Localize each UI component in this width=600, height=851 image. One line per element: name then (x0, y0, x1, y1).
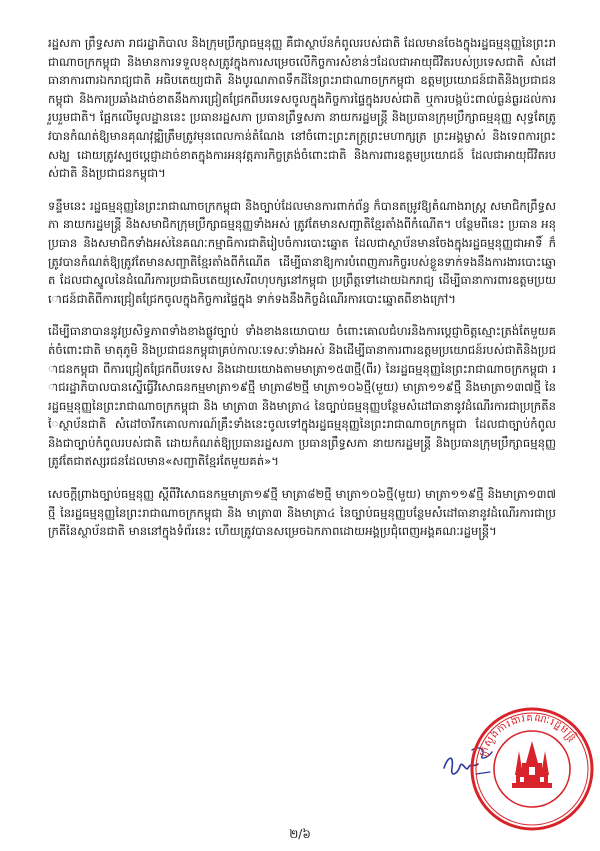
paragraph-4: សេចក្តីព្រាងច្បាប់ធម្មនុញ្ញ ស្តីពីវិសោធនកម្មមាត្រា១៩ថ្មី មាត្រា៨២ថ្មី មាត្រា១០៦ថ្មី(មួយ) មាត្រា១១៩ថ្មី និងមាត្រា១៣៧ថ្មី នៃរដ្ឋធម្មនុញ្ញនៃព្រះរាជាណាចក្រកម្ពុជា និង មាត្រា៣ និងមាត្រា៤ នៃច្បាប់ធម្មនុញ្ញបន្ថែមសំដៅធានានូវដំណើរការជាប្រក្រតីនៃស្ថាប័នជាតិ មាននៅក្នុងទំព័រនេះ ហើយត្រូវបានសម្រេចឯកភាពដោយអង្គប្រជុំពេញអង្គគណៈរដ្ឋមន្ត្រី។ (48, 487, 556, 539)
paragraph-2: ទន្ទឹមនេះ រដ្ឋធម្មនុញ្ញនៃព្រះរាជាណាចក្រកម្ពុជា និងច្បាប់ដែលមានការពាក់ព័ន្ធ ក៏បានតម្រូវឱ្យតំណាងរាស្ត្រ សមាជិកព្រឹទ្ធសភា នាយករដ្ឋមន្ត្រី និងសមាជិកក្រុមប្រឹក្សាធម្មនុញ្ញទាំងអស់ ត្រូវតែមានសញ្ជាតិខ្មែរតាំងពីកំណើត។ បន្ថែមពីនេះ ប្រធាន អនុប្រធាន និងសមាជិកទាំងអស់នៃគណៈកម្មាធិការជាតិរៀបចំការបោះឆ្នោត ដែលជាស្ថាប័នមានចែងក្នុងរដ្ឋធម្មនុញ្ញជាអាទិ៍ ក៏ត្រូវបានកំណត់ឱ្យត្រូវតែមានសញ្ជាតិខ្មែរតាំងពីកំណើត ដើម្បីធានាឱ្យការបំពេញភារកិច្ចរបស់ខ្លួនទាក់ទងនឹងការងារបោះឆ្នោត ដែលជាស្នូលនៃដំណើរការប្រជាធិបតេយ្យសេរីពហុបក្សនៅកម្ពុជា ប្រព្រឹត្តទៅដោយឯករាជ្យ ដើម្បីធានាការពារឧត្តមប្រយោជន៍ជាតិពីការជ្រៀតជ្រែកចូលក្នុងកិច្ចការផ្ទៃក្នុង ទាក់ទងនឹងកិច្ចដំណើរការបោះឆ្នោតពីខាងក្រៅ។ (48, 198, 556, 306)
seal-text: ក្រសួងការងារគណៈរដ្ឋមន្ត្រី (477, 712, 579, 759)
page-number: ២/៦ (289, 827, 311, 841)
paragraph-1: រដ្ឋសភា ព្រឹទ្ធសភា រាជរដ្ឋាភិបាល និងក្រុមប្រឹក្សាធម្មនុញ្ញ គឺជាស្ថាប័នកំពូលរបស់ជាតិ ដែលមានចែងក្នុងរដ្ឋធម្មនុញ្ញនៃព្រះរាជាណាចក្រកម្ពុជា និងមានការទទួលខុសត្រូវក្នុងការសម្រេចលើកិច្ចការសំខាន់ៗដែលជាអាយុជីវិតរបស់ប្រទេសជាតិ សំដៅធានាការពារឯករាជ្យជាតិ អធិបតេយ្យជាតិ និងបូរណភាពទឹកដីនៃព្រះរាជាណាចក្រកម្ពុជា ឧត្តមប្រយោជន៍ជាតិនិងប្រជាជនកម្ពុជា និងការប្រឆាំងដាច់ខាតនឹងការជ្រៀតជ្រែកពីបរទេសចូលក្នុងកិច្ចការផ្ទៃក្នុងរបស់ជាតិ ឬការបង្កប៉ះពាល់ធ្ងន់ធ្ងរដល់ការរួបរួមជាតិ។ ផ្អែកលើមូលដ្ឋាននេះ ប្រធានរដ្ឋសភា ប្រធានព្រឹទ្ធសភា នាយករដ្ឋមន្ត្រី និងប្រធានក្រុមប្រឹក្សាធម្មនុញ្ញ សុទ្ធតែត្រូវបានកំណត់ឱ្យមានគុណវុឌ្ឍិត្រឹមត្រូវមុនពេលកាន់តំណែង នៅចំពោះព្រះភក្ត្រព្រះមហាក្សត្រ ព្រះអង្គម្ចាស់ និងទេពការព្រះសង្ឃ ដោយត្រូវស្បថប្តេជ្ញាដាច់ខាតក្នុងការអនុវត្តភារកិច្ចត្រង់ចំពោះជាតិ និងការពារឧត្តមប្រយោជន៍ ដែលជាអាយុជីវិតរបស់ជាតិ និងប្រជាជនកម្ពុជា។ (48, 36, 556, 181)
cabinet-seal-icon (468, 705, 596, 833)
paragraph-3: ដើម្បីធានាបាននូវប្រសិទ្ធភាពទាំងខាងផ្លូវច្បាប់ ទាំងខាងនយោបាយ ចំពោះគោលជំហរនិងការប្តេជ្ញាចិត្តស្មោះត្រង់តែមួយគត់ចំពោះជាតិ មាតុភូមិ និងប្រជាជនកម្ពុជាគ្រប់កាលៈទេសៈទាំងអស់ និងដើម្បីធានាការពារឧត្តមប្រយោជន៍របស់ជាតិនិងប្រជាជនកម្ពុជា ពីការជ្រៀតជ្រែកពីបរទេស និងដោយយោងតាមមាត្រា១៥៣ថ្មី(ពីរ) នៃរដ្ឋធម្មនុញ្ញនៃព្រះរាជាណាចក្រកម្ពុជា រាជរដ្ឋាភិបាលបានស្នើធ្វើវិសោធនកម្មមាត្រា១៩ថ្មី មាត្រា៨២ថ្មី មាត្រា១០៦ថ្មី(មួយ) មាត្រា១១៩ថ្មី និងមាត្រា១៣៧ថ្មី នៃរដ្ឋធម្មនុញ្ញនៃព្រះរាជាណាចក្រកម្ពុជា និង មាត្រា៣ និងមាត្រា៤ នៃច្បាប់ធម្មនុញ្ញបន្ថែមសំដៅធានានូវដំណើរការជាប្រក្រតីនៃស្ថាប័នជាតិ សំដៅចារឹកគោលការណ៍គ្រឹះទាំងនេះចូលទៅក្នុងរដ្ឋធម្មនុញ្ញនៃព្រះរាជាណាចក្រកម្ពុជា ដែលជាច្បាប់កំពូល និងជាច្បាប់កំពូលរបស់ជាតិ ដោយកំណត់ឱ្យប្រធានរដ្ឋសភា ប្រធានព្រឹទ្ធសភា នាយករដ្ឋមន្ត្រី និងប្រធានក្រុមប្រឹក្សាធម្មនុញ្ញ ត្រូវតែជាឥស្សរជនដែលមាន«សញ្ជាតិខ្មែរតែមួយគត់»។ (48, 324, 556, 469)
